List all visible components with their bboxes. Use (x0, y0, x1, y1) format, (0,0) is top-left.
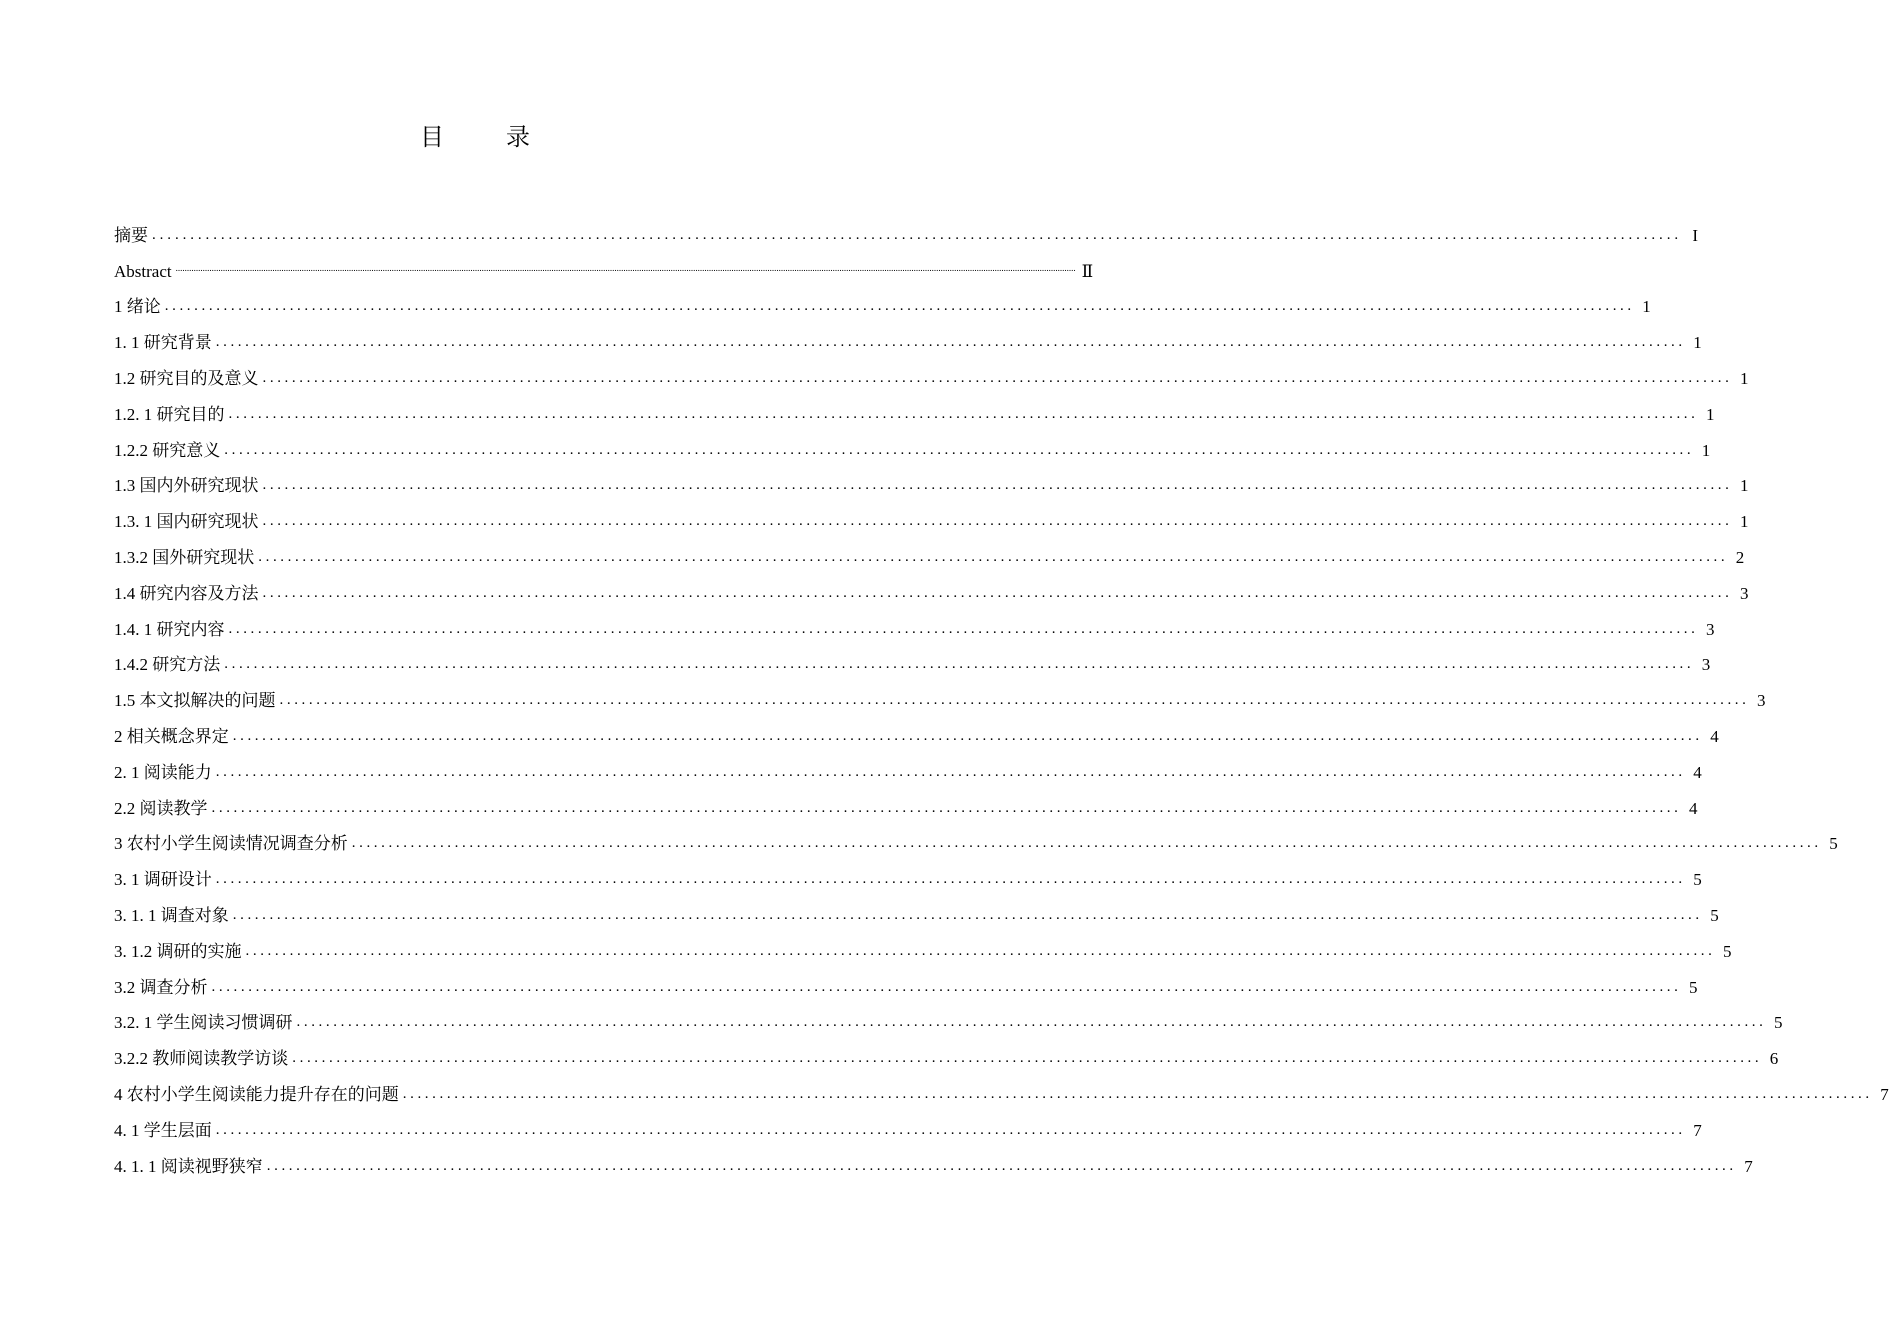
toc-entry-label: 1.5 本文拟解决的问题 (114, 691, 276, 711)
toc-entry-label: 1 绪论 (114, 297, 161, 317)
page-title: 目 录 (420, 125, 558, 151)
toc-entry-label: 3.2. 1 学生阅读习惯调研 (114, 1013, 293, 1033)
toc-entry[interactable] (114, 711, 1719, 747)
toc-entry-label: 1.4. 1 研究内容 (114, 619, 225, 639)
toc-entry[interactable] (114, 819, 1838, 855)
toc-leader-dots: ........................................................................................................................................................................................................ (215, 334, 1686, 351)
table-of-contents (114, 210, 1889, 1177)
toc-entry[interactable] (114, 1141, 1753, 1177)
toc-entry-label: 1.4 研究内容及方法 (114, 583, 259, 603)
toc-entry-page: 4 (1710, 726, 1719, 746)
toc-leader-dots: ........................................................................................................................................................................................................ (262, 369, 1733, 386)
toc-entry-page: 3 (1706, 619, 1715, 639)
toc-entry[interactable] (114, 317, 1702, 353)
toc-leader-dots: ........................................................................................................................................................................................................ (211, 978, 1682, 995)
toc-entry[interactable] (114, 282, 1651, 318)
toc-entry[interactable] (114, 461, 1749, 497)
toc-leader-dots: ........................................................................................................................................................................................................ (296, 1014, 1767, 1031)
toc-entry-page: Ⅱ (1081, 261, 1094, 281)
toc-leader-dots: ........................................................................................................................................................................................................ (266, 1157, 1737, 1174)
toc-entry-label: 1.3. 1 国内研究现状 (114, 512, 259, 532)
toc-entry[interactable] (114, 926, 1732, 962)
toc-entry-label: 2 相关概念界定 (114, 726, 229, 746)
toc-entry-page: I (1692, 225, 1698, 245)
toc-entry-label: 2.2 阅读教学 (114, 798, 208, 818)
toc-entry[interactable] (114, 425, 1711, 461)
toc-entry-page: 5 (1693, 870, 1702, 890)
toc-entry-page: 7 (1880, 1084, 1889, 1104)
toc-entry[interactable] (114, 998, 1783, 1034)
toc-entry-page: 1 (1740, 476, 1749, 496)
toc-entry[interactable] (114, 1105, 1702, 1141)
toc-leader-dots: ........................................................................................................................................................................................................ (232, 906, 1703, 923)
toc-entry-label: 1.3 国内外研究现状 (114, 476, 259, 496)
toc-entry-page: 2 (1735, 547, 1745, 567)
toc-entry-label: 1.2. 1 研究目的 (114, 404, 225, 424)
toc-entry[interactable] (114, 854, 1702, 890)
toc-leader-dots: ........................................................................................................................................................................................................ (228, 405, 1699, 422)
toc-entry[interactable] (114, 1069, 1889, 1105)
toc-entry[interactable] (114, 747, 1702, 783)
toc-entry-label: 1.2 研究目的及意义 (114, 368, 259, 388)
toc-entry-label: 3. 1 调研设计 (114, 870, 212, 890)
toc-entry[interactable] (114, 962, 1698, 998)
toc-leader-dots: ........................................................................................................................................................................................................ (292, 1050, 1763, 1067)
toc-entry-label: 3. 1.2 调研的实施 (114, 941, 242, 961)
toc-entry-page: 7 (1693, 1120, 1702, 1140)
toc-entry-label: 4. 1. 1 阅读视野狭窄 (114, 1156, 263, 1176)
toc-entry-label: 1.2.2 研究意义 (114, 440, 221, 460)
toc-leader-dots: ........................................................................................................................................................................................................ (152, 226, 1682, 243)
toc-entry[interactable] (114, 532, 1745, 568)
toc-leader-dots: ........................................................................................................................................................................................................ (262, 513, 1733, 530)
toc-entry-label: 2. 1 阅读能力 (114, 762, 212, 782)
toc-leader-dots: ........................................................................................................................................................................................................ (211, 799, 1682, 816)
toc-leader-dots: ........................................................................................................................................................................................................ (402, 1085, 1873, 1102)
toc-entry-page: 4 (1689, 798, 1698, 818)
toc-entry-label: 3.2.2 教师阅读教学访谈 (114, 1049, 289, 1069)
toc-leader-dots: ........................................................................................................................................................................................................ (215, 871, 1686, 888)
toc-leader-dots: ........................................................................................................................................................................................................ (351, 835, 1822, 852)
toc-entry[interactable] (114, 640, 1711, 676)
toc-entry[interactable] (114, 389, 1715, 425)
toc-leader-dots: ........................................................................................................................................................................................................ (262, 584, 1733, 601)
toc-entry[interactable] (114, 783, 1698, 819)
toc-entry-page: 3 (1740, 583, 1749, 603)
toc-leader-dots: ........................................................................................................................................................................................................ (224, 441, 1695, 458)
toc-entry-label: 1. 1 研究背景 (114, 333, 212, 353)
toc-entry[interactable] (114, 675, 1766, 711)
toc-entry-page: 7 (1744, 1156, 1753, 1176)
toc-entry-page: 6 (1769, 1049, 1779, 1069)
toc-entry-page: 1 (1693, 333, 1702, 353)
toc-leader-dots: ........................................................................................................................................................................................................ (232, 727, 1703, 744)
toc-entry-page: 4 (1693, 762, 1702, 782)
toc-entry-page: 1 (1740, 512, 1749, 532)
toc-leader-dots: ........................................................................................................................................................................................................ (215, 1121, 1686, 1138)
toc-entry[interactable] (114, 568, 1749, 604)
toc-leader-dots: ................................................................................................................................................................................................................................................................................................................................................................................................................ (175, 262, 1076, 273)
toc-entry[interactable] (114, 604, 1715, 640)
toc-entry-page: 3 (1757, 691, 1766, 711)
toc-entry[interactable] (114, 890, 1719, 926)
toc-entry-abstract-en[interactable] (114, 246, 1094, 282)
toc-entry[interactable] (114, 496, 1749, 532)
toc-entry-label: 摘要 (114, 225, 148, 245)
toc-entry-page: 5 (1774, 1013, 1783, 1033)
toc-leader-dots: ........................................................................................................................................................................................................ (215, 763, 1686, 780)
toc-entry[interactable] (114, 353, 1749, 389)
toc-entry-label: 3 农村小学生阅读情况调查分析 (114, 834, 348, 854)
toc-entry-label: 4 农村小学生阅读能力提升存在的问题 (114, 1084, 399, 1104)
toc-entry-label: 4. 1 学生层面 (114, 1120, 212, 1140)
toc-entry-page: 3 (1701, 655, 1711, 675)
toc-entry-page: 1 (1740, 368, 1749, 388)
toc-leader-dots: ........................................................................................................................................................................................................ (245, 942, 1716, 959)
toc-entry-page: 5 (1829, 834, 1838, 854)
toc-entry-page: 1 (1642, 297, 1651, 317)
toc-leader-dots: ........................................................................................................................................................................................................ (224, 656, 1695, 673)
toc-entry-page: 1 (1701, 440, 1711, 460)
toc-leader-dots: ........................................................................................................................................................................................................ (279, 692, 1750, 709)
toc-leader-dots: ........................................................................................................................................................................................................ (262, 477, 1733, 494)
toc-entry-label: 3.2 调查分析 (114, 977, 208, 997)
toc-entry-page: 5 (1689, 977, 1698, 997)
toc-leader-dots: ........................................................................................................................................................................................................ (228, 620, 1699, 637)
toc-entry-abstract-cn[interactable] (114, 210, 1698, 246)
toc-leader-dots: ........................................................................................................................................................................................................ (258, 548, 1729, 565)
toc-entry-label: 3. 1. 1 调查对象 (114, 905, 229, 925)
toc-entry-label: 1.3.2 国外研究现状 (114, 547, 255, 567)
toc-entry-page: 5 (1723, 941, 1732, 961)
toc-leader-dots: ........................................................................................................................................................................................................ (164, 298, 1635, 315)
toc-entry-page: 1 (1706, 404, 1715, 424)
toc-entry[interactable] (114, 1033, 1779, 1069)
toc-entry-label: 1.4.2 研究方法 (114, 655, 221, 675)
toc-entry-page: 5 (1710, 905, 1719, 925)
toc-entry-label: Abstract (114, 261, 172, 281)
